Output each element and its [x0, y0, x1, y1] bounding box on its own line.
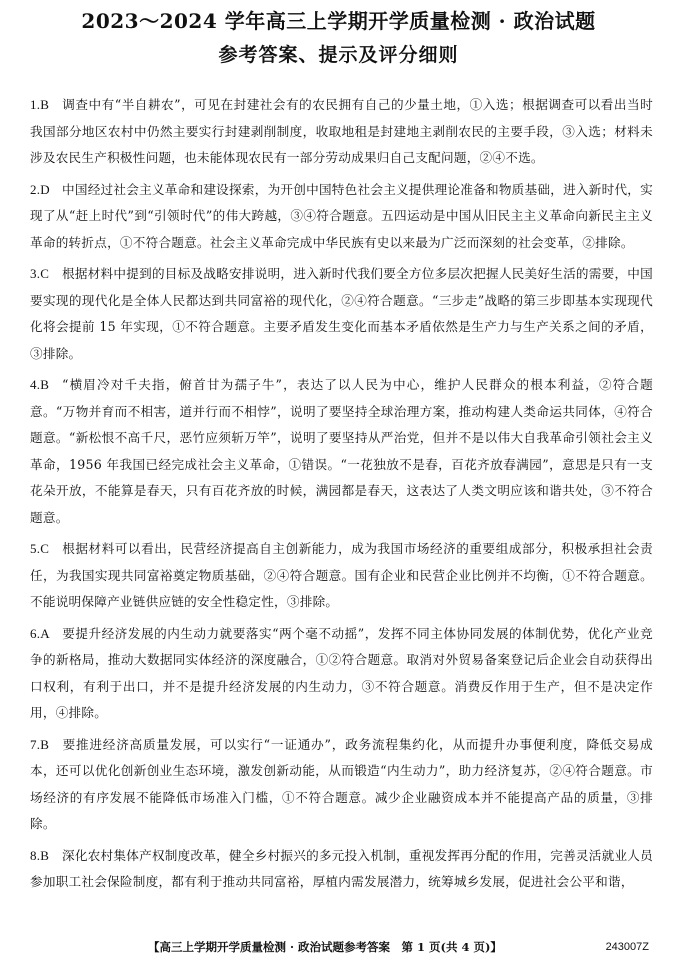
- answer-explanation: 要提升经济发展的内生动力就要落实“两个毫不动摇”，发挥不同主体协同发展的体制优势，优化产业竞争的新格局，推动大数据同实体经济的深度融合，①②符合题意。取消对外贸易备案登记后企业会自动获得出口权利，有利于出口，并不是提升经济发展的内生动力，③不符合题意。消费反作用于生产，但不是决定作用，④排除。: [30, 625, 653, 720]
- page-footer: [0, 937, 677, 957]
- answer-number-choice: 3.C: [30, 266, 50, 281]
- answer-explanation: 要推进经济高质量发展，可以实行“一证通办”，政务流程集约化，从而提升办事便利度，降低交易成本，还可以优化创新创业生态环境，激发创新动能，从而锻造“内生动力”，助力经济复苏，②④符合题意。市场经济的有序发展不能降低市场准入门槛，①不符合题意。减少企业融资成本并不能提高产品的质量，③排除。: [30, 736, 653, 831]
- page-title: 2023～2024 学年高三上学期开学质量检测 · 政治试题: [81, 9, 596, 33]
- page-subtitle: 参考答案、提示及评分细则: [218, 44, 459, 66]
- answer-item-2: [30, 177, 653, 257]
- answer-number-choice: 8.B: [30, 847, 50, 863]
- answer-item-4: [30, 372, 653, 531]
- footer-page-label: 【高三上学期开学质量检测 · 政治试题参考答案 第 1 页(共 4 页)】: [148, 940, 502, 954]
- answer-number-choice: 6.A: [30, 625, 50, 641]
- footer-code: 243007Z: [605, 941, 649, 953]
- answer-explanation: 根据材料中提到的目标及战略安排说明，进入新时代我们要全方位多层次把握人民美好生活的需要，中国要实现的现代化是全体人民都达到共同富裕的现代化，②④符合题意。“三步走”战略的第三步即基本实现现代化将会提前 15 年实现，①不符合题意。主要矛盾发生变化而基本矛盾依然是生产力与生产关系之间的矛盾，③排除。: [30, 266, 653, 361]
- answer-item-8: [30, 843, 653, 896]
- answer-item-3: [30, 261, 653, 367]
- answer-number-choice: 4.B: [30, 377, 50, 392]
- answer-number-choice: 7.B: [30, 736, 50, 752]
- answer-item-6: [30, 621, 653, 727]
- answer-explanation: 深化农村集体产权制度改革，健全乡村振兴的多元投入机制，重视发挥再分配的作用，完善灵活就业人员参加职工社会保险制度，都有利于推动共同富裕，厚植内需发展潜力，统筹城乡发展，促进社会公平和谐，: [30, 847, 653, 889]
- answer-number-choice: 1.B: [30, 97, 50, 112]
- answer-item-7: [30, 732, 653, 838]
- answer-list: [30, 92, 653, 901]
- answer-item-1: [30, 92, 653, 172]
- answer-explanation: 根据材料可以看出，民营经济提高自主创新能力，成为我国市场经济的重要组成部分，积极承担社会责任，为我国实现共同富裕奠定物质基础，②④符合题意。国有企业和民营企业比例并不均衡，①不符合题意。不能说明保障产业链供应链的安全性稳定性，③排除。: [30, 541, 653, 609]
- answer-explanation: 调查中有“半自耕农”，可见在封建社会有的农民拥有自己的少量土地，①入选；根据调查可以看出当时我国部分地区农村中仍然主要实行封建剥削制度，收取地租是封建地主剥削农民的主要手段，③入选；材料未涉及农民生产积极性问题，也未能体现农民有一部分劳动成果归自己支配问题，②④不选。: [30, 97, 653, 165]
- answer-explanation: “横眉冷对千夫指，俯首甘为孺子牛”，表达了以人民为中心，维护人民群众的根本利益，②符合题意。“万物并育而不相害，道并行而不相悖”，说明了要坚持全球治理方案，推动构建人类命运共同体，④符合题意。“新松恨不高千尺，恶竹应须斩万竿”，说明了要坚持从严治党，但并不是以伟大自我革命引领社会主义革命，1956 年我国已经完成社会主义革命，①错误。“一花独放不是春，百花齐放春满园”，意思是只有一支花朵开放，不能算是春天，只有百花齐放的时候，满园都是春天，这表达了人类文明应该和谐共处，③不符合题意。: [30, 377, 653, 525]
- answer-item-5: [30, 536, 653, 616]
- answer-number-choice: 5.C: [30, 541, 50, 556]
- answer-number-choice: 2.D: [30, 181, 50, 197]
- answer-explanation: 中国经过社会主义革命和建设探索，为开创中国特色社会主义提供理论准备和物质基础，进入新时代，实现了从“赶上时代”到“引领时代”的伟大跨越，③④符合题意。五四运动是中国从旧民主主义革命向新民主主义革命的转折点，①不符合题意。社会主义革命完成中华民族有史以来最为广泛而深刻的社会变革，②排除。: [30, 181, 653, 250]
